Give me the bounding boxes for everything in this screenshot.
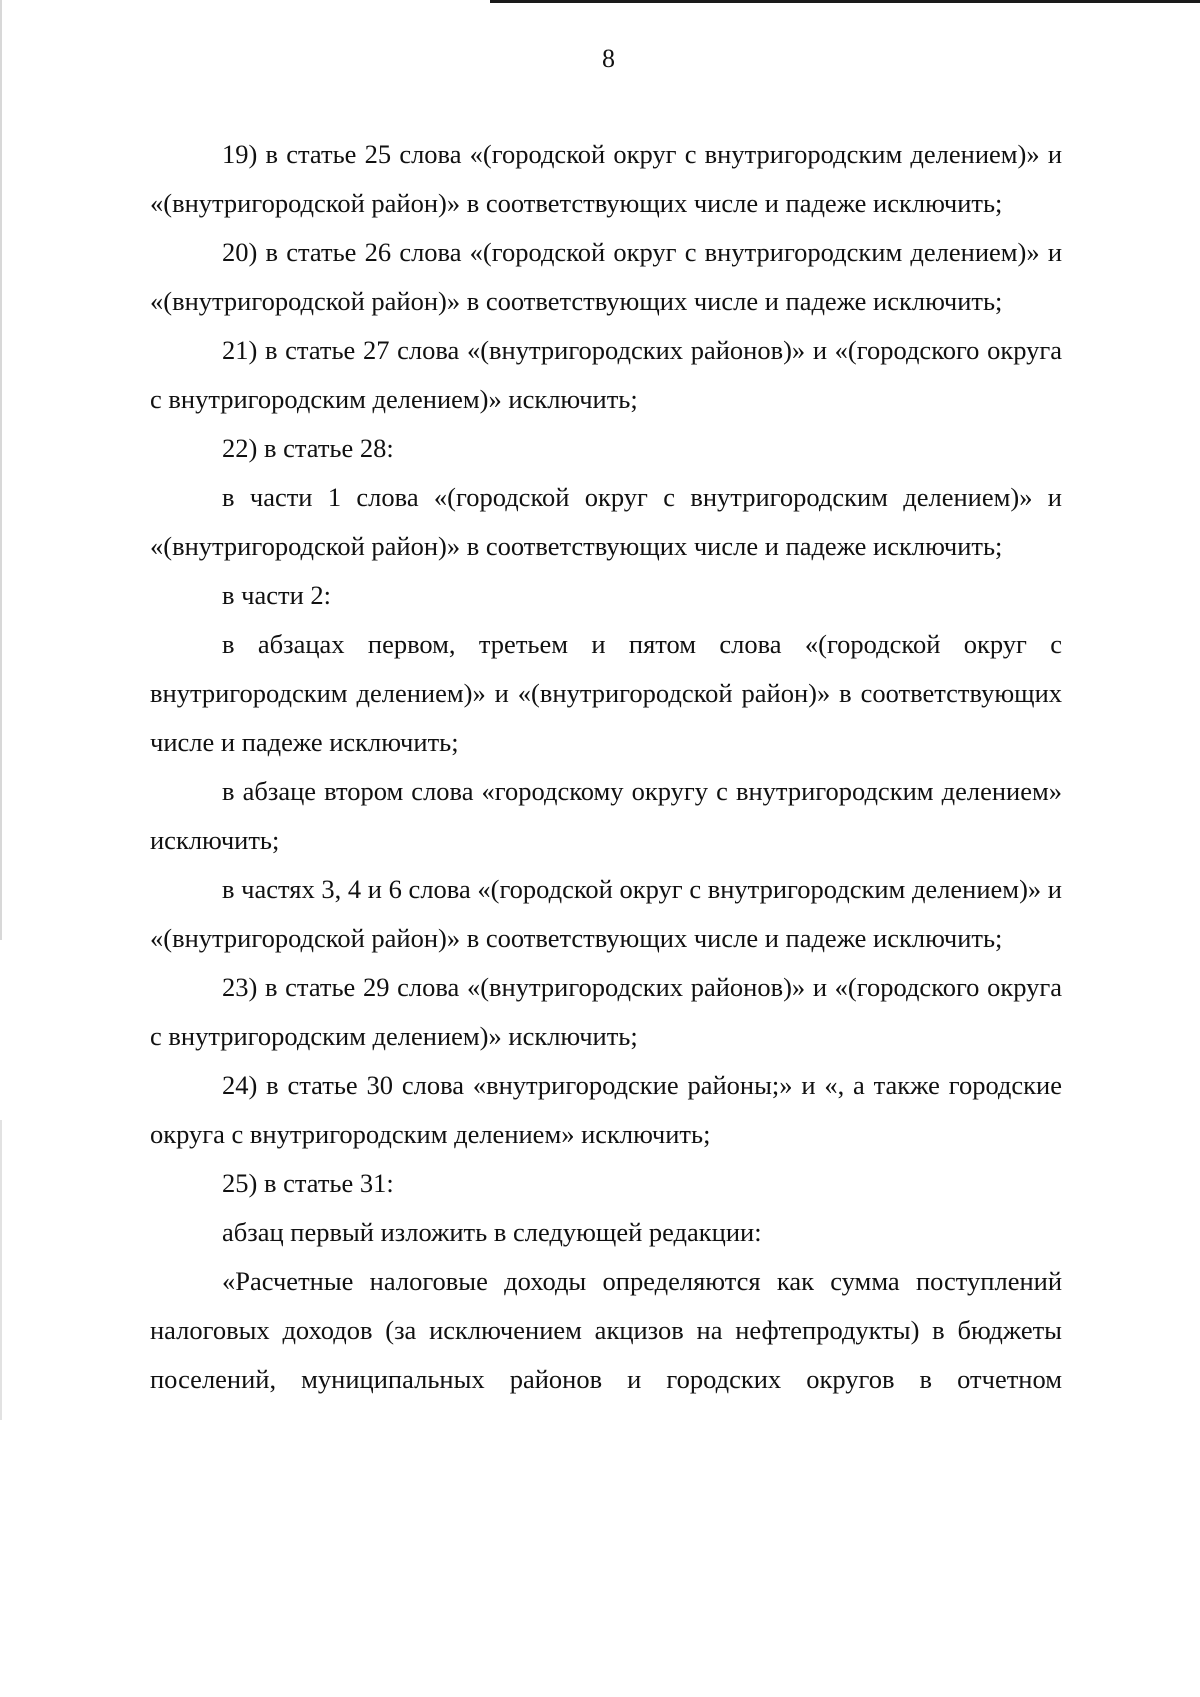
scan-left-edge xyxy=(0,1120,2,1420)
paragraph-item-24: 24) в статье 30 слова «внутригородские районы;» и «, а также городские округа с внутригородским делением» исключить; xyxy=(150,1070,1062,1149)
paragraph-part-2-abzacy-1-3-5: в абзацах первом, третьем и пятом слова «(городской округ с внутригородским делением)» и «(внутригородской район)» в соответствующих числе и падеже исключить; xyxy=(150,629,1062,757)
paragraph-item-25: 25) в статье 31: xyxy=(222,1168,394,1198)
page-number: 8 xyxy=(602,44,615,73)
paragraph-part-2: в части 2: xyxy=(222,580,331,610)
paragraph-part-1: в части 1 слова «(городской округ с внутригородским делением)» и «(внутригородской район)» в соответствующих числе и падеже исключить; xyxy=(150,482,1062,561)
paragraph-item-19: 19) в статье 25 слова «(городской округ с внутригородским делением)» и «(внутригородской район)» в соответствующих числе и падеже исключить; xyxy=(150,139,1062,218)
scan-top-border xyxy=(490,0,1200,3)
scan-left-edge xyxy=(0,0,2,940)
paragraph-parts-3-4-6: в частях 3, 4 и 6 слова «(городской округ с внутригородским делением)» и «(внутригородской район)» в соответствующих числе и падеже исключить; xyxy=(150,874,1062,953)
paragraph-item-23: 23) в статье 29 слова «(внутригородских районов)» и «(городского округа с внутригородским делением)» исключить; xyxy=(150,972,1062,1051)
paragraph-item-21: 21) в статье 27 слова «(внутригородских районов)» и «(городского округа с внутригородским делением)» исключить; xyxy=(150,335,1062,414)
paragraph-item-22: 22) в статье 28: xyxy=(222,433,394,463)
document-body xyxy=(150,130,1062,1404)
paragraph-new-wording: «Расчетные налоговые доходы определяются как сумма поступлений налоговых доходов (за исключением акцизов на нефтепродукты) в бюджеты поселений, муниципальных районов и городских округов в отчетном xyxy=(150,1266,1062,1394)
paragraph-abzac-first: абзац первый изложить в следующей редакции: xyxy=(222,1217,762,1247)
paragraph-part-2-abzac-2: в абзаце втором слова «городскому округу с внутригородским делением» исключить; xyxy=(150,776,1062,855)
paragraph-item-20: 20) в статье 26 слова «(городской округ с внутригородским делением)» и «(внутригородской район)» в соответствующих числе и падеже исключить; xyxy=(150,237,1062,316)
